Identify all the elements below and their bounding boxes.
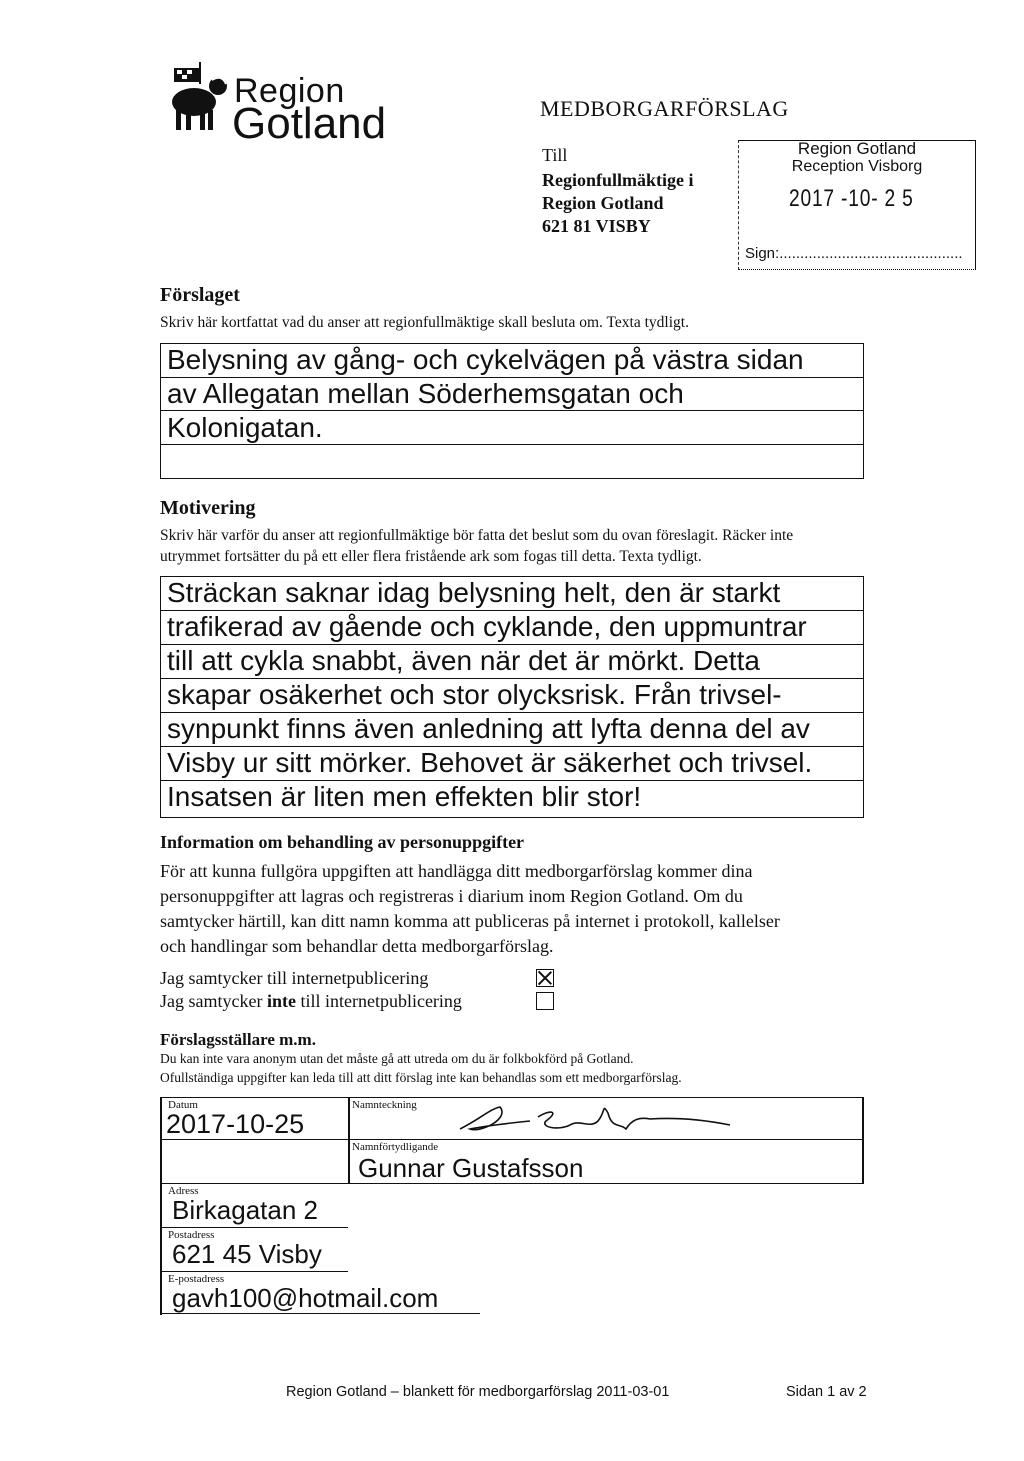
recipient-line-3: 621 81 VISBY xyxy=(542,216,651,236)
postal-value[interactable]: 621 45 Visby xyxy=(172,1239,322,1269)
consent-yes-checkbox[interactable] xyxy=(536,969,554,987)
proposer-note-1: Du kan inte vara anonym utan det måste gå att utreda om du är folkbokförd på Gotland. xyxy=(160,1051,634,1066)
privacy-line-4: och handlingar som behandlar detta medborgarförslag. xyxy=(160,936,554,956)
name-value[interactable]: Gunnar Gustafsson xyxy=(358,1153,584,1183)
proposal-rule xyxy=(161,410,863,411)
proposer-heading: Förslagsställare m.m. xyxy=(160,1030,316,1049)
consent-yes-label: Jag samtycker till internetpublicering xyxy=(160,968,429,988)
name-label: Namnförtydligande xyxy=(352,1141,439,1153)
proposal-line-2: av Allegatan mellan Söderhemsgatan och xyxy=(167,378,684,409)
logo-text-region: Region xyxy=(234,72,345,110)
footer-form-id: Region Gotland – blankett för medborgarförslag 2011-03-01 xyxy=(286,1384,670,1400)
motivation-line-1: Sträckan saknar idag belysning helt, den är starkt xyxy=(167,577,781,608)
email-value[interactable]: gavh100@hotmail.com xyxy=(172,1283,439,1313)
date-value[interactable]: 2017-10-25 xyxy=(166,1109,305,1139)
motivation-line-4: skapar osäkerhet och stor olycksrisk. Från trivsel- xyxy=(167,679,782,710)
privacy-line-2: personuppgifter att lagras och registreras i diarium inom Region Gotland. Om du xyxy=(160,886,743,906)
proposal-rule xyxy=(161,444,863,445)
stamp-reception: Reception Visborg xyxy=(791,158,923,175)
region-gotland-logo-icon xyxy=(160,62,232,132)
proposal-heading: Förslaget xyxy=(160,284,240,306)
motivation-hint-line-1: Skriv här varför du anser att regionfullmäktige bör fatta det beslut som du ovan föreslagit. Räcker inte xyxy=(160,527,794,544)
logo-text-gotland: Gotland xyxy=(232,99,387,148)
recipient-line-1: Regionfullmäktige i xyxy=(542,170,694,190)
motivation-line-6: Visby ur sitt mörker. Behovet är säkerhet och trivsel. xyxy=(167,747,813,778)
proposal-box[interactable] xyxy=(160,343,864,479)
address-value[interactable]: Birkagatan 2 xyxy=(172,1195,318,1225)
privacy-line-3: samtycker härtill, kan ditt namn komma att publiceras på internet i protokoll, kallelser xyxy=(160,911,780,931)
proposer-note-2: Ofullständiga uppgifter kan leda till att ditt förslag inte kan behandlas som ett medborgarförslag. xyxy=(160,1070,682,1085)
motivation-line-5: synpunkt finns även anledning att lyfta denna del av xyxy=(167,713,810,744)
signature-label: Namnteckning xyxy=(352,1099,417,1111)
motivation-hint-line-2: utrymmet fortsätter du på ett eller flera fristående ark som fogas till detta. Texta tydligt. xyxy=(160,548,702,565)
motivation-line-7: Insatsen är liten men effekten blir stor! xyxy=(167,781,642,812)
date-label: Datum xyxy=(168,1099,198,1111)
privacy-line-1: För att kunna fullgöra uppgiften att handlägga ditt medborgarförslag kommer dina xyxy=(160,861,753,881)
privacy-heading: Information om behandling av personuppgifter xyxy=(160,832,525,852)
consent-no-label: Jag samtycker inte till internetpublicering xyxy=(160,991,462,1011)
address-label: Adress xyxy=(168,1185,199,1197)
motivation-heading: Motivering xyxy=(160,497,256,519)
motivation-box[interactable] xyxy=(160,576,864,818)
postal-label: Postadress xyxy=(168,1229,215,1241)
proposal-line-3: Kolonigatan. xyxy=(167,412,323,443)
stamp-sign: Sign:............................................ xyxy=(745,245,963,262)
proposer-fields xyxy=(160,1097,864,1315)
recipient-line-2: Region Gotland xyxy=(542,193,664,213)
footer-page-number: Sidan 1 av 2 xyxy=(786,1384,867,1400)
received-stamp xyxy=(738,140,976,270)
document-title: MEDBORGARFÖRSLAG xyxy=(540,96,789,121)
proposal-hint: Skriv här kortfattat vad du anser att regionfullmäktige skall besluta om. Texta tydligt. xyxy=(160,314,689,331)
motivation-line-3: till att cykla snabbt, även när det är mörkt. Detta xyxy=(167,645,760,676)
recipient-label: Till xyxy=(542,145,568,165)
motivation-line-2: trafikerad av gående och cyklande, den uppmuntrar xyxy=(167,611,807,642)
stamp-date: 2017 -10- 2 5 xyxy=(789,185,914,212)
email-label: E-postadress xyxy=(168,1273,225,1285)
handwritten-signature xyxy=(440,1099,740,1139)
proposal-line-1: Belysning av gång- och cykelvägen på västra sidan xyxy=(167,344,804,375)
stamp-org: Region Gotland xyxy=(797,139,917,158)
consent-no-checkbox[interactable] xyxy=(536,992,554,1010)
